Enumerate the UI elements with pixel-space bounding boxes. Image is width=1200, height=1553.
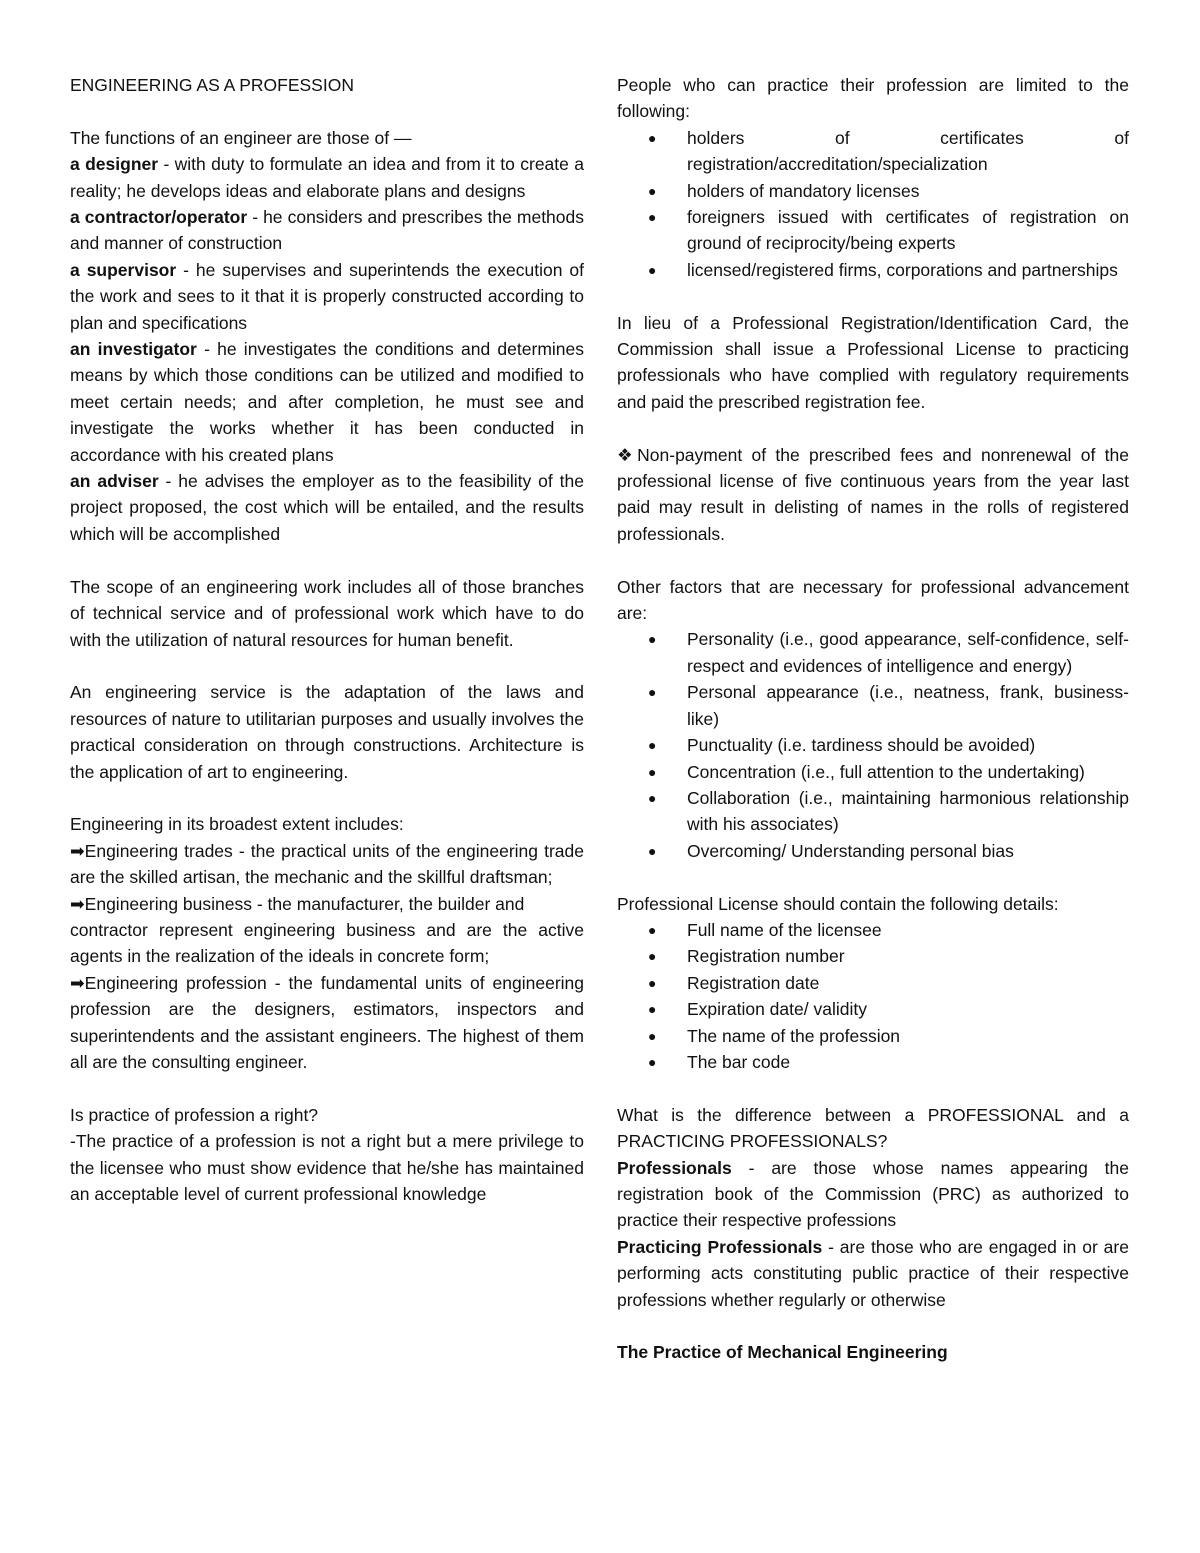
engineering-profession: ➡Engineering profession - the fundamental units of engineering profession are the designers, estimators, inspectors and superintendents and the assistant engineers. The highest of them all are the consulting engineer. <box>70 972 584 1072</box>
right-question: Is practice of profession a right? <box>70 1104 319 1125</box>
definition-term: Practicing Professionals <box>617 1236 823 1257</box>
function-desc: - he supervises and superintends the execution of the work and sees to it that it is properly constructed according to plan and specifications <box>70 259 584 333</box>
definition-desc: - are those whose names appearing the registration book of the Commission (PRC) as authorized to practice their respective professions <box>617 1157 1129 1231</box>
list-item: ● Collaboration (i.e., maintaining harmonious relationship with his associates) <box>617 785 1129 838</box>
list-item: ● Personal appearance (i.e., neatness, frank, business-like) <box>617 679 1129 732</box>
list-item: ● Punctuality (i.e. tardiness should be avoided) <box>617 732 1129 758</box>
bullet-icon: ● <box>648 684 657 701</box>
list-item: ● The bar code <box>617 1049 1129 1075</box>
list-item: ● holders of mandatory licenses <box>617 178 1129 204</box>
bullet-icon: ● <box>648 737 657 754</box>
function-contractor <box>70 204 584 257</box>
section-heading: The Practice of Mechanical Engineering <box>617 1342 948 1363</box>
function-investigator <box>70 336 584 468</box>
engineering-business: ➡Engineering business - the manufacturer, the builder and <box>70 893 525 914</box>
factors-intro: Other factors that are necessary for professional advancement are: <box>617 576 1129 624</box>
practice-intro: People who can practice their profession are limited to the following: <box>617 75 1129 122</box>
list-item: ● holders of certificates of registration/accreditation/specialization <box>617 125 1129 178</box>
function-desc: - with duty to formulate an idea and from it to create a reality; he develops ideas and elaborate plans and designs <box>70 154 584 201</box>
definition-desc: - are those who are engaged in or are performing acts constituting public practice of their respective professions whether regularly or otherwise <box>617 1236 1129 1310</box>
function-term: a designer <box>70 154 159 175</box>
function-designer <box>70 151 584 204</box>
bullet-icon: ● <box>648 631 657 648</box>
license-list <box>617 917 1129 1075</box>
function-term: a contractor/operator <box>70 207 248 228</box>
list-item: ● Full name of the licensee <box>617 917 1129 943</box>
list-item: ● Concentration (i.e., full attention to the undertaking) <box>617 759 1129 785</box>
function-desc: - he investigates the conditions and determines means by which those conditions can be utilized and modified to meet certain needs; and after completion, he must see and investigate the works whether it has been conducted in accordance with his created plans <box>70 339 584 465</box>
list-item: ● Personality (i.e., good appearance, self-confidence, self-respect and evidences of intelligence and energy) <box>617 626 1129 679</box>
bullet-icon: ● <box>648 789 657 806</box>
bullet-icon: ● <box>648 261 657 278</box>
functions-intro: The functions of an engineer are those of — <box>70 127 412 148</box>
list-item: ● Registration number <box>617 943 1129 969</box>
right-answer: -The practice of a profession is not a right but a mere privilege to the licensee who must show evidence that he/she has maintained an acceptable level of current professional knowledge <box>70 1131 584 1204</box>
bullet-icon: ● <box>648 182 657 199</box>
bullet-icon: ● <box>648 763 657 780</box>
bullet-icon: ● <box>648 209 657 226</box>
list-item: ● Registration date <box>617 970 1129 996</box>
right-column <box>617 72 1129 1366</box>
professionals-definition <box>617 1155 1129 1234</box>
non-payment-paragraph: ❖Non-payment of the prescribed fees and nonrenewal of the professional license of five continuous years from the year last paid may result in delisting of names in the rolls of registered professionals. <box>617 444 1129 544</box>
bullet-icon: ● <box>648 129 657 146</box>
practice-list <box>617 125 1129 283</box>
function-supervisor <box>70 257 584 336</box>
list-item: ● The name of the profession <box>617 1023 1129 1049</box>
bullet-icon: ● <box>648 974 657 991</box>
bullet-icon: ● <box>648 921 657 938</box>
factors-list <box>617 626 1129 864</box>
broadest-intro: Engineering in its broadest extent includes: <box>70 814 404 835</box>
function-term: an adviser <box>70 471 159 492</box>
bullet-icon: ● <box>648 1001 657 1018</box>
left-column <box>70 72 584 1207</box>
list-item: ● Expiration date/ validity <box>617 996 1129 1022</box>
function-desc: - he considers and prescribes the methods and manner of construction <box>70 207 585 254</box>
function-desc: - he advises the employer as to the feasibility of the project proposed, the cost which will be entailed, and the results which will be accomplished <box>70 471 584 544</box>
bullet-icon: ● <box>648 842 657 859</box>
function-adviser <box>70 468 584 547</box>
definition-term: Professionals <box>617 1157 732 1178</box>
service-paragraph: An engineering service is the adaptation of the laws and resources of nature to utilitarian purposes and usually involves the practical consideration on through constructions. Architecture is the application of art to engineering. <box>70 682 584 782</box>
bullet-icon: ● <box>648 948 657 965</box>
difference-question: What is the difference between a PROFESSIONAL and a PRACTICING PROFESSIONALS? <box>617 1104 1129 1152</box>
list-item: ● licensed/registered firms, corporations and partnerships <box>617 257 1129 283</box>
bullet-icon: ● <box>648 1027 657 1044</box>
license-intro: Professional License should contain the following details: <box>617 893 1059 914</box>
scope-paragraph: The scope of an engineering work includes all of those branches of technical service and of professional work which have to do with the utilization of natural resources for human benefit. <box>70 576 584 650</box>
engineering-business-cont: contractor represent engineering business and are the active agents in the realization of the ideals in concrete form; <box>70 919 584 967</box>
function-term: a supervisor <box>70 259 177 280</box>
document-title: ENGINEERING AS A PROFESSION <box>70 75 354 95</box>
practicing-definition <box>617 1234 1129 1313</box>
engineering-trades: ➡Engineering trades - the practical units of the engineering trade are the skilled artisan, the mechanic and the skillful draftsman; <box>70 840 584 888</box>
bullet-icon: ● <box>648 1053 657 1070</box>
function-term: an investigator <box>70 339 197 360</box>
list-item: ● foreigners issued with certificates of registration on ground of reciprocity/being experts <box>617 204 1129 257</box>
in-lieu-paragraph: In lieu of a Professional Registration/Identification Card, the Commission shall issue a Professional License to practicing professionals who have complied with regulatory requirements and paid the prescribed registration fee. <box>617 312 1129 412</box>
list-item: ● Overcoming/ Understanding personal bias <box>617 838 1129 864</box>
